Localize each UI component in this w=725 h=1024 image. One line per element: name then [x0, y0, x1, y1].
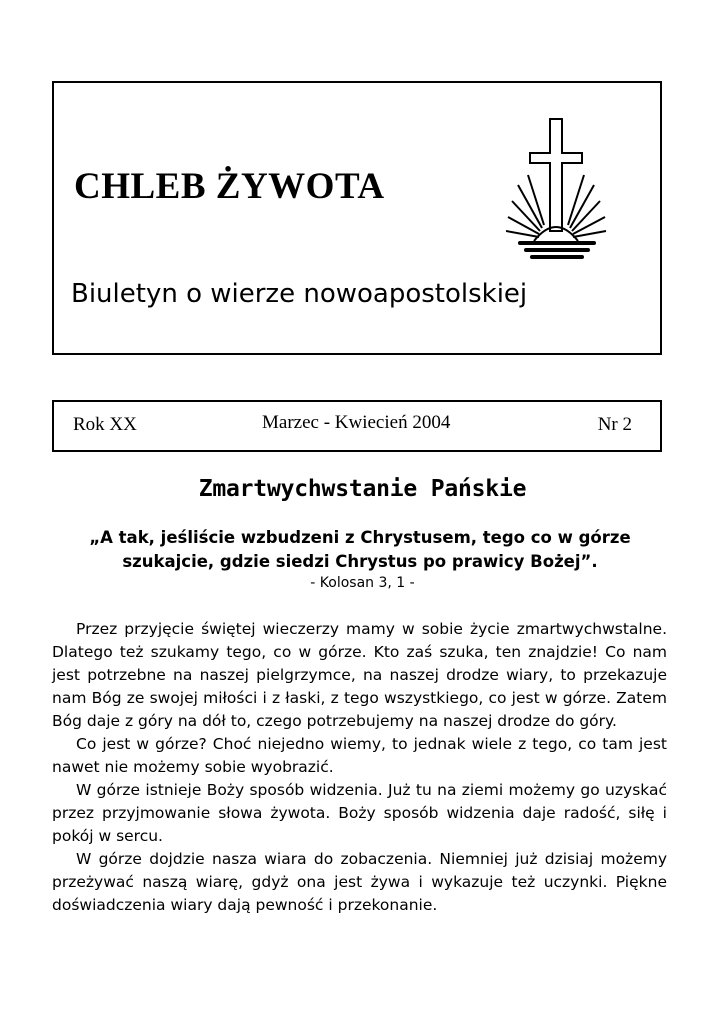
article-title: Zmartwychwstanie Pańskie: [198, 476, 527, 502]
issue-number: Nr 2: [597, 414, 632, 435]
issue-year: Rok XX: [73, 414, 137, 435]
paragraph: W górze dojdzie nasza wiara do zobaczenia. Niemniej już dzisiaj możemy przeżywać naszą wiarę, gdyż ona jest żywa i wykazuje też uczynki. Piękne doświadczenia wiary dają pewność i przekonanie.: [52, 850, 667, 914]
bulletin-title: CHLEB ŻYWOTA: [74, 166, 385, 207]
paragraph: W górze istnieje Boży sposób widzenia. Już tu na ziemi możemy go uzyskać przez przyjmowanie słowa żywota. Boży sposób widzenia daje radość, siłę i pokój w sercu.: [52, 781, 667, 845]
bible-quote: „A tak, jeśliście wzbudzeni z Chrystusem, tego co w górze szukajcie, gdzie siedzi Chrystus po prawicy Bożej”.: [89, 528, 631, 571]
issue-date: Marzec - Kwiecień 2004: [262, 412, 451, 433]
bulletin-subtitle: Biuletyn o wierze nowoapostolskiej: [71, 279, 528, 309]
masthead-box: [52, 81, 662, 355]
issue-info-bar: [52, 400, 662, 452]
article-body: [52, 618, 667, 917]
paragraph: Co jest w górze? Choć niejedno wiemy, to jednak wiele z tego, co tam jest nawet nie możemy sobie wyobrazić.: [52, 735, 667, 776]
paragraph: Przez przyjęcie świętej wieczerzy mamy w sobie życie zmartwychwstalne. Dlatego też szukamy tego, co w górze. Kto zaś szuka, ten znajdzie! Co nam jest potrzebne na naszej pielgrzymce, na naszej drodze wiary, to przekazuje nam Bóg ze swojej miłości i z łaski, z tego wszystkiego, co jest w górze. Zatem Bóg daje z góry na dół to, czego potrzebujemy na naszej drodze do góry.: [52, 620, 667, 730]
quote-source: - Kolosan 3, 1 -: [310, 575, 415, 591]
cross-sun-emblem-icon: [506, 113, 608, 265]
